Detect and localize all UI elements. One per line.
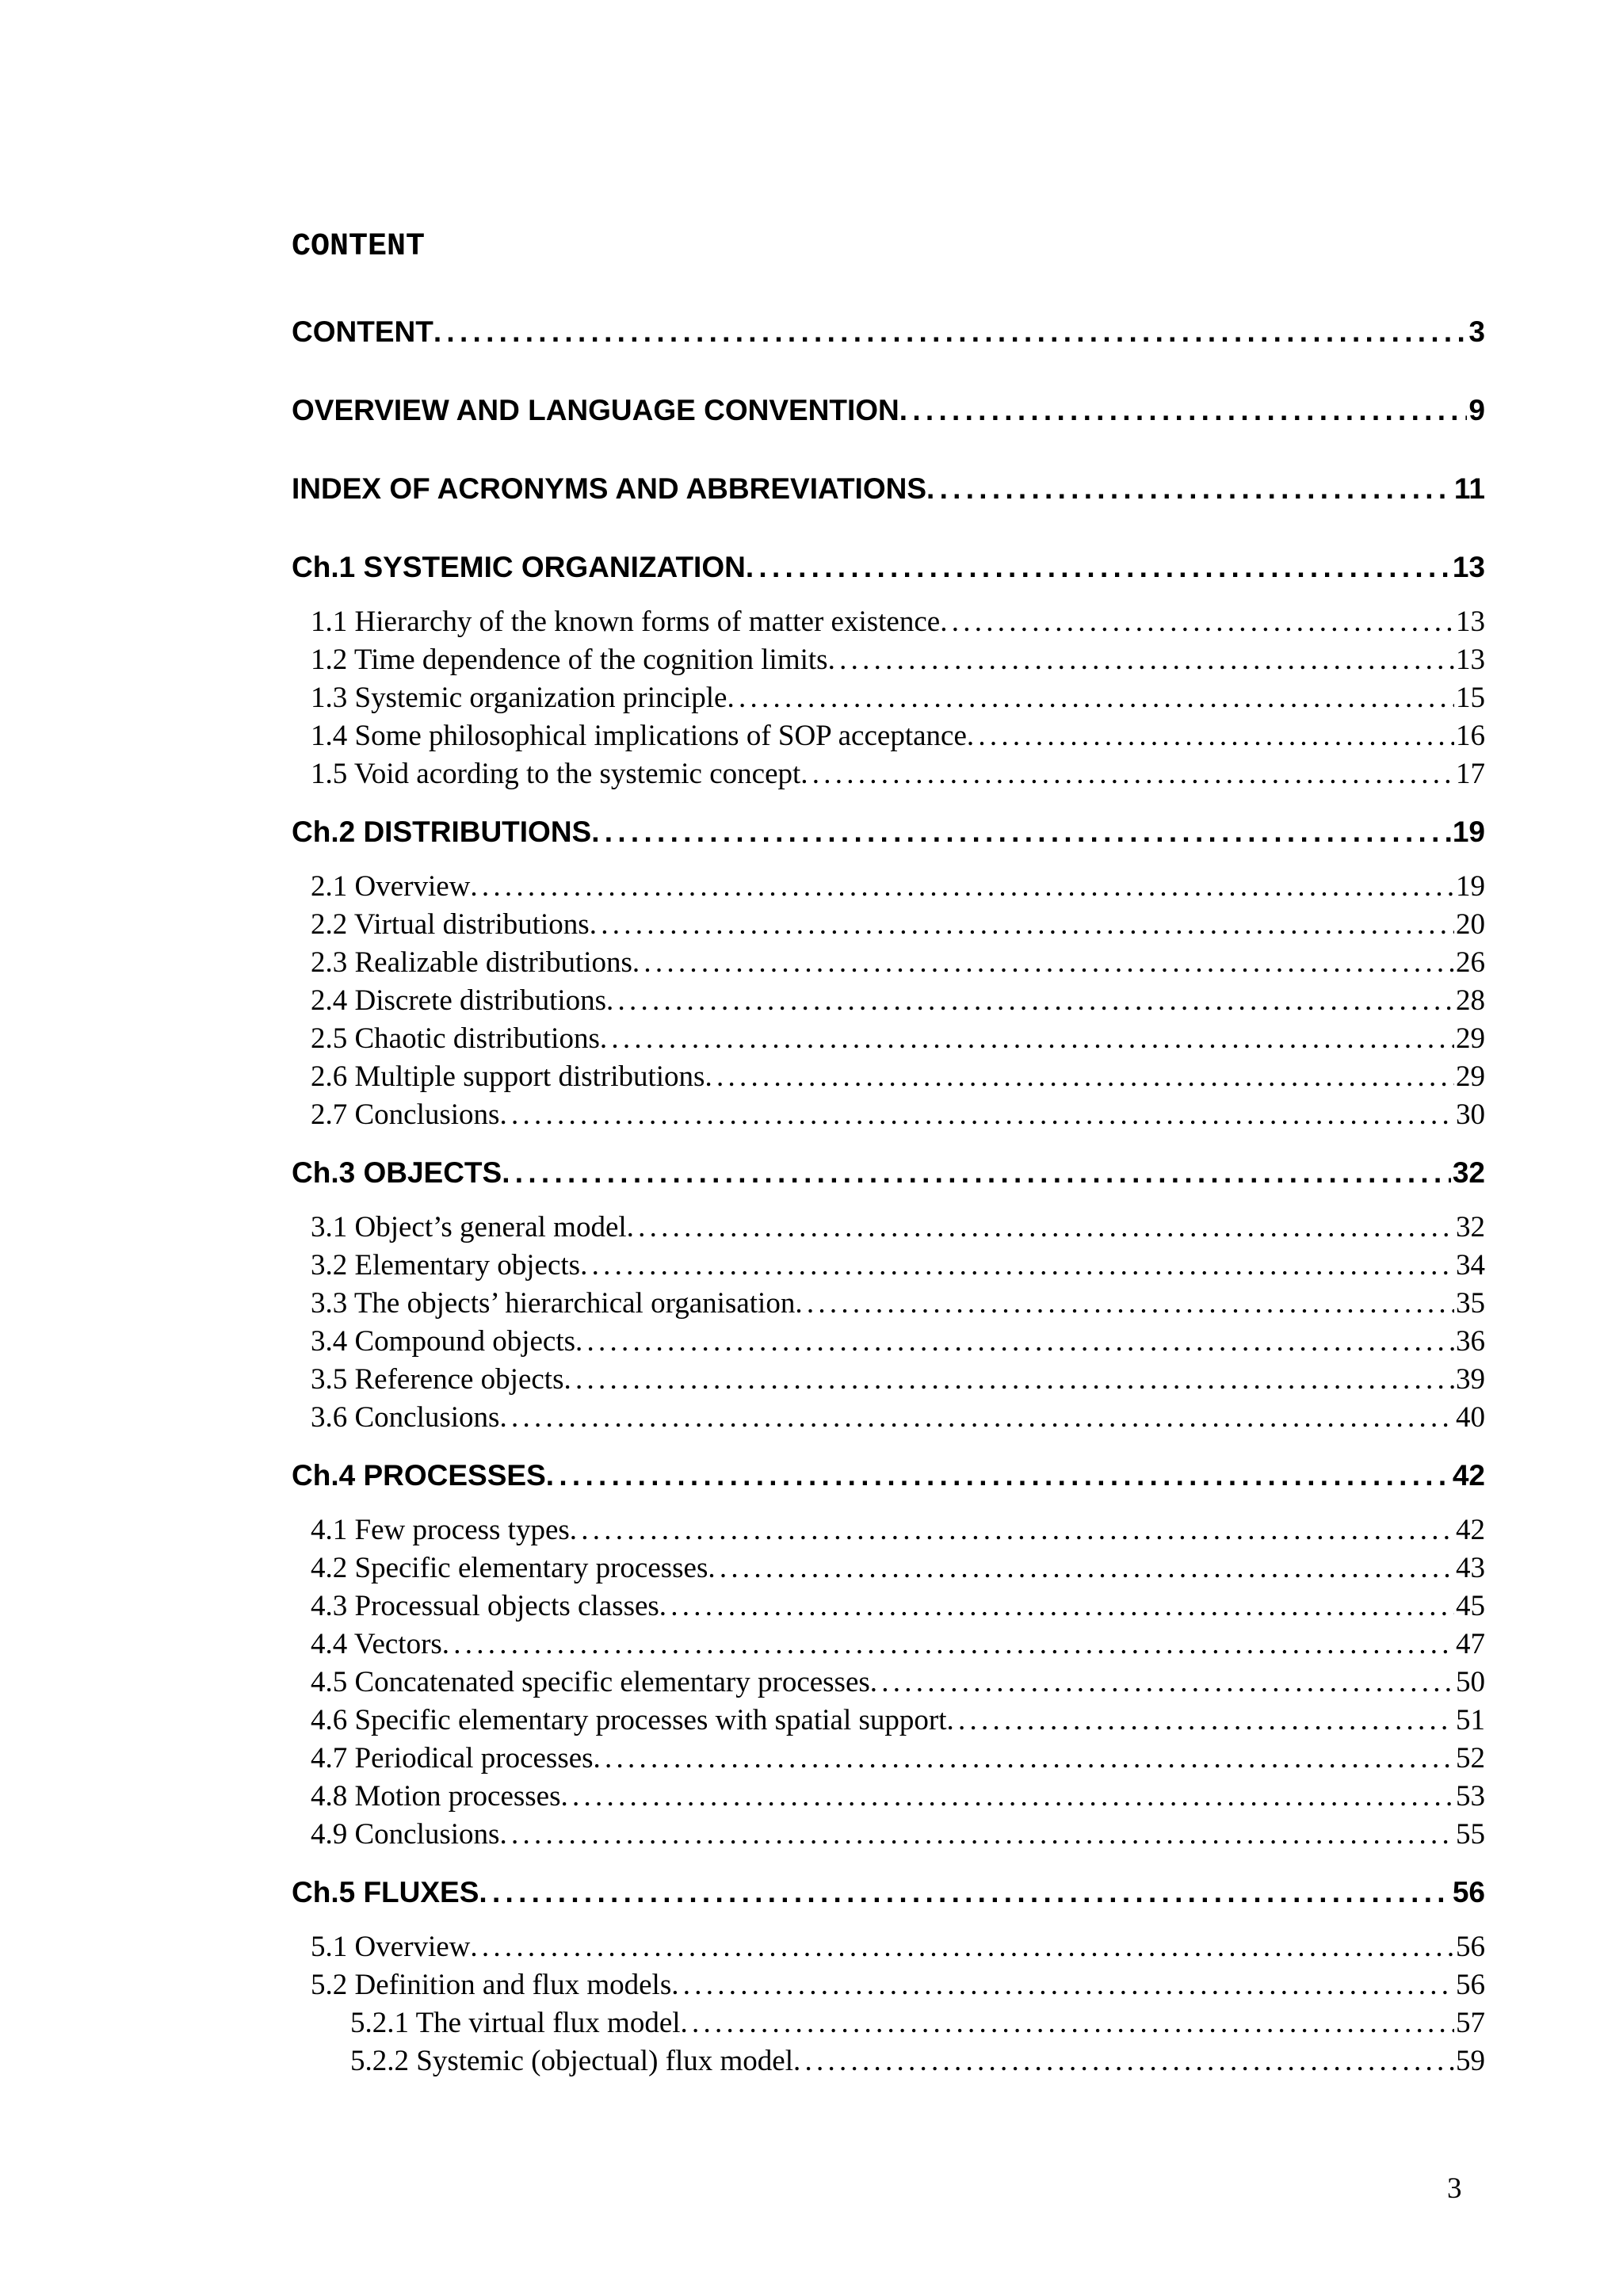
toc-entry[interactable] [292,1778,1485,1816]
toc-entry-title: 2.6 Multiple support distributions [311,1060,705,1093]
dot-leader [708,1549,1454,1587]
dot-leader [671,1966,1454,2004]
toc-entry[interactable] [292,717,1485,755]
toc-entry-title: 4.6 Specific elementary processes with spatial support [311,1704,947,1736]
toc-entry-page: 59 [1456,2045,1485,2077]
toc-entry[interactable] [292,1020,1485,1058]
toc-entry[interactable] [292,1740,1485,1778]
toc-entry[interactable] [292,1285,1485,1323]
toc-entry-title: 2.5 Chaotic distributions [311,1022,600,1055]
toc-entry-page: 56 [1456,1969,1485,2001]
toc-entry[interactable] [292,1549,1485,1587]
toc-entry-page: 47 [1456,1628,1485,1660]
dot-leader [828,641,1454,679]
dot-leader [940,603,1454,641]
dot-leader [499,1096,1454,1134]
toc-entry-title: 5.1 Overview [311,1931,471,1963]
toc-entry-title: 2.3 Realizable distributions [311,946,632,979]
toc-entry-title: 1.1 Hierarchy of the known forms of matter existence [311,606,941,638]
toc-entry-page: 13 [1456,644,1485,676]
toc-entry[interactable] [292,1096,1485,1148]
dot-leader [546,1451,1451,1500]
toc-entry-page: 56 [1452,1876,1485,1908]
toc-entry-page: 45 [1456,1590,1485,1622]
toc-entry-title: 4.2 Specific elementary processes [311,1552,708,1584]
toc-entry[interactable] [292,982,1485,1020]
toc-entry[interactable] [292,1587,1485,1626]
toc-entry-title: 4.7 Periodical processes [311,1742,594,1775]
dot-leader [575,1323,1454,1361]
dot-leader [793,2042,1454,2080]
toc-entry-page: 57 [1456,2007,1485,2039]
toc-entry[interactable] [292,308,1485,386]
toc-entry[interactable] [292,1816,1485,1868]
toc-entry[interactable] [292,1928,1485,1966]
toc-entry[interactable] [292,1451,1485,1511]
toc-entry-title: 4.8 Motion processes [311,1780,561,1813]
toc-entry-page: 30 [1456,1098,1485,1131]
toc-entry-page: 3 [1468,315,1485,348]
toc-entry-title: 5.2.2 Systemic (objectual) flux model [350,2045,793,2077]
toc-entry[interactable] [292,1058,1485,1096]
toc-entry[interactable] [292,1247,1485,1285]
toc-entry[interactable] [292,944,1485,982]
toc-entry-page: 36 [1456,1325,1485,1358]
toc-entry-page: 13 [1452,551,1485,583]
toc-entry-page: 32 [1456,1211,1485,1244]
dot-leader [870,1664,1454,1702]
toc-entry[interactable] [292,543,1485,603]
toc-entry-page: 11 [1453,472,1485,505]
toc-entry-page: 40 [1456,1401,1485,1434]
toc-entry[interactable] [292,868,1485,906]
dot-leader [606,982,1454,1020]
table-of-contents [292,308,1485,2080]
toc-entry-page: 29 [1456,1022,1485,1055]
toc-entry-page: 19 [1452,816,1485,848]
page-heading: CONTENT [292,229,426,265]
toc-entry-title: 5.2.1 The virtual flux model [350,2007,681,2039]
dot-leader [590,906,1454,944]
toc-entry-page: 51 [1456,1704,1485,1736]
dot-leader [746,543,1451,592]
toc-entry[interactable] [292,2042,1485,2080]
dot-leader [795,1285,1454,1323]
toc-entry[interactable] [292,1626,1485,1664]
dot-leader [800,755,1454,793]
toc-entry[interactable] [292,2004,1485,2042]
toc-entry-page: 16 [1456,720,1485,752]
toc-entry[interactable] [292,641,1485,679]
toc-entry[interactable] [292,679,1485,717]
toc-entry[interactable] [292,1361,1485,1399]
toc-entry-page: 28 [1456,984,1485,1017]
toc-entry-page: 35 [1456,1287,1485,1320]
toc-entry-title: 5.2 Definition and flux models [311,1969,672,2001]
toc-entry-title: 3.3 The objects’ hierarchical organisation [311,1287,796,1320]
toc-entry-page: 42 [1452,1459,1485,1492]
toc-entry-page: 17 [1456,758,1485,790]
toc-entry-page: 13 [1456,606,1485,638]
toc-entry-page: 52 [1456,1742,1485,1775]
toc-entry-title: 3.2 Elementary objects [311,1249,581,1282]
dot-leader [727,679,1454,717]
dot-leader [442,1626,1454,1664]
toc-entry-title: 4.3 Processual objects classes [311,1590,659,1622]
toc-entry[interactable] [292,755,1485,808]
toc-entry-title: 4.1 Few process types [311,1514,570,1546]
toc-entry-page: 19 [1456,870,1485,903]
dot-leader [632,944,1454,982]
dot-leader [433,308,1468,357]
toc-entry-title: 2.1 Overview [311,870,471,903]
toc-entry-title: 3.5 Reference objects [311,1363,564,1396]
dot-leader [681,2004,1454,2042]
toc-entry-title: Ch.2 DISTRIBUTIONS [292,816,592,848]
dot-leader [479,1868,1450,1917]
toc-entry-title: 3.4 Compound objects [311,1325,576,1358]
toc-entry-page: 34 [1456,1249,1485,1282]
dot-leader [564,1361,1455,1399]
toc-entry[interactable] [292,1702,1485,1740]
dot-leader [946,1702,1454,1740]
toc-entry[interactable] [292,906,1485,944]
toc-entry-page: 32 [1452,1156,1485,1189]
dot-leader [580,1247,1454,1285]
dot-leader [899,386,1468,435]
toc-entry[interactable] [292,1323,1485,1361]
toc-entry-page: 42 [1456,1514,1485,1546]
dot-leader [470,868,1454,906]
toc-entry[interactable] [292,1148,1485,1209]
toc-entry-title: 4.5 Concatenated specific elementary processes [311,1666,870,1698]
dot-leader [499,1399,1454,1437]
toc-entry-title: 2.2 Virtual distributions [311,908,590,941]
toc-entry-page: 29 [1456,1060,1485,1093]
toc-entry[interactable] [292,1399,1485,1451]
toc-entry-title: 3.1 Object’s general model [311,1211,627,1244]
dot-leader [499,1816,1454,1854]
toc-entry-title: CONTENT [292,315,433,348]
toc-entry-title: OVERVIEW AND LANGUAGE CONVENTION [292,394,899,426]
toc-entry-page: 55 [1456,1818,1485,1851]
toc-entry-page: 39 [1456,1363,1485,1396]
toc-entry-page: 9 [1468,394,1485,426]
toc-entry-title: 1.4 Some philosophical implications of SOP acceptance [311,720,967,752]
toc-entry-title: Ch.5 FLUXES [292,1876,479,1908]
toc-entry-page: 26 [1456,946,1485,979]
toc-entry[interactable] [292,1868,1485,1928]
toc-entry-title: INDEX OF ACRONYMS AND ABBREVIATIONS [292,472,927,505]
toc-entry-title: 3.6 Conclusions [311,1401,500,1434]
toc-entry[interactable] [292,386,1485,464]
toc-entry[interactable] [292,1209,1485,1247]
dot-leader [570,1511,1454,1549]
toc-entry-title: 4.9 Conclusions [311,1818,500,1851]
page-number: 3 [1447,2172,1462,2205]
toc-entry[interactable] [292,1664,1485,1702]
dot-leader [627,1209,1454,1247]
dot-leader [967,717,1454,755]
toc-entry-page: 50 [1456,1666,1485,1698]
dot-leader [502,1148,1451,1198]
toc-entry-page: 56 [1456,1931,1485,1963]
dot-leader [470,1928,1454,1966]
toc-entry-title: Ch.3 OBJECTS [292,1156,502,1189]
toc-entry-title: 2.4 Discrete distributions [311,984,607,1017]
toc-entry[interactable] [292,464,1485,543]
toc-entry-title: Ch.1 SYSTEMIC ORGANIZATION [292,551,746,583]
toc-entry[interactable] [292,1966,1485,2004]
toc-entry-title: 1.3 Systemic organization principle [311,682,727,714]
dot-leader [705,1058,1454,1096]
toc-entry[interactable] [292,603,1485,641]
toc-entry-title: Ch.4 PROCESSES [292,1459,546,1492]
dot-leader [561,1778,1455,1816]
dot-leader [591,808,1451,857]
dot-leader [926,464,1453,514]
toc-entry-page: 53 [1456,1780,1485,1813]
toc-entry-title: 2.7 Conclusions [311,1098,500,1131]
toc-entry-title: 1.2 Time dependence of the cognition limits [311,644,828,676]
dot-leader [659,1587,1454,1626]
toc-entry-title: 1.5 Void acording to the systemic concept [311,758,801,790]
toc-entry[interactable] [292,808,1485,868]
dot-leader [600,1020,1454,1058]
toc-entry-page: 43 [1456,1552,1485,1584]
toc-entry[interactable] [292,1511,1485,1549]
dot-leader [594,1740,1454,1778]
toc-entry-page: 20 [1456,908,1485,941]
toc-entry-title: 4.4 Vectors [311,1628,442,1660]
toc-entry-page: 15 [1456,682,1485,714]
